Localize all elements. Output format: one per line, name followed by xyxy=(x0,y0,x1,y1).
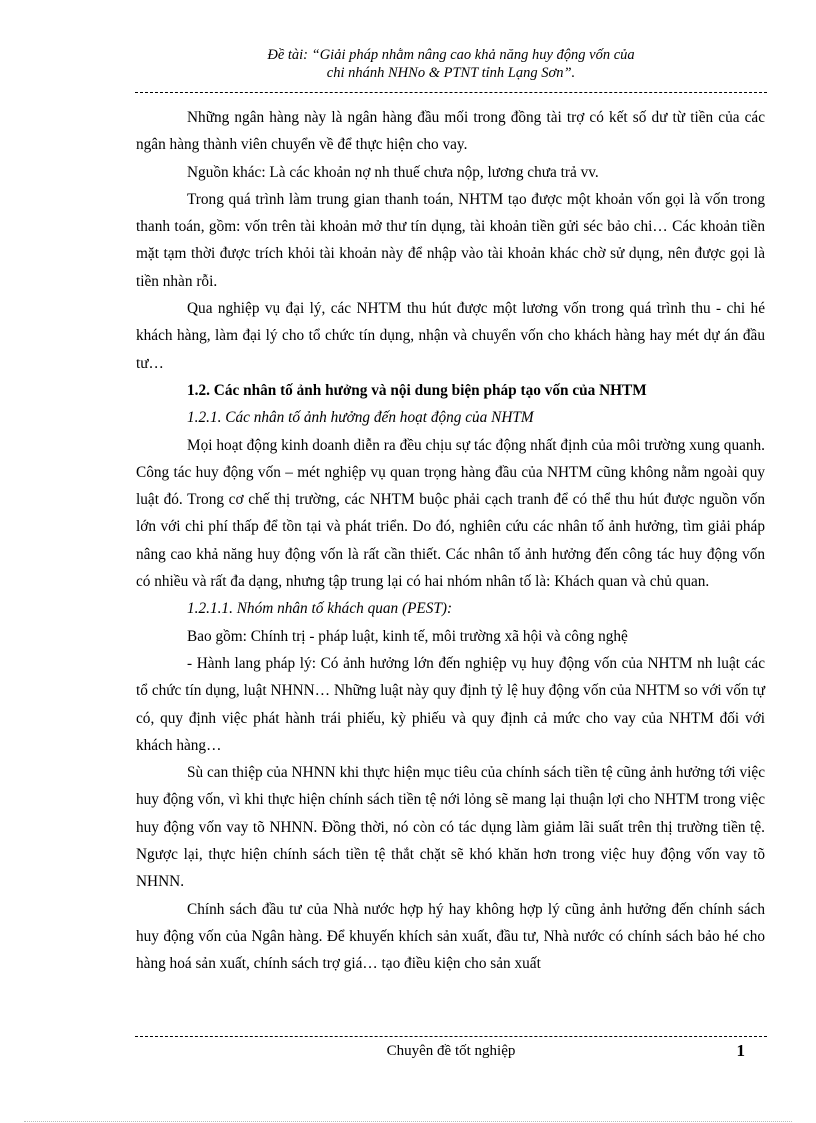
header-line-1: Đề tài: “Giải pháp nhằm nâng cao khả năng huy động vốn của xyxy=(267,47,635,63)
page-header xyxy=(135,46,767,82)
paragraph: Qua nghiệp vụ đại lý, các NHTM thu hút được một lương vốn trong quá trình thu - chi hé khách hàng, làm đại lý cho tổ chức tín dụng, nhận và chuyển vốn cho khách hàng hay mét dự án đầu tư… xyxy=(136,300,765,372)
subsubsection-heading: 1.2.1.1. Nhóm nhân tố khách quan (PEST): xyxy=(187,600,453,618)
paragraph: Nguồn khác: Là các khoản nợ nh thuế chưa nộp, lương chưa trả vv. xyxy=(187,163,599,181)
page-edge-dotted-line xyxy=(24,1121,792,1122)
footer-text: Chuyên đề tốt nghiệp xyxy=(386,1043,516,1059)
paragraph: Trong quá trình làm trung gian thanh toán, NHTM tạo được một khoản vốn gọi là vốn trong thanh toán, gồm: vốn trên tài khoản mở thư tín dụng, tài khoản tiền gửi séc bảo chi… Các khoản tiền mặt tạm thời được trích khỏi tài khoản này để nhập vào tài khoản khác chờ sử dụng, nên được gọi là tiền nhàn rỗi. xyxy=(136,190,765,290)
paragraph: Chính sách đầu tư của Nhà nước hợp hý hay không hợp lý cũng ảnh hưởng đến chính sách huy động vốn của Ngân hàng. Để khuyến khích sản xuất, đầu tư, Nhà nước có chính sách bảo hé cho hàng hoá sản xuất, chính sách trợ giá… tạo điều kiện cho sản xuất xyxy=(136,900,765,973)
footer-divider xyxy=(135,1036,767,1037)
paragraph: Những ngân hàng này là ngân hàng đầu mối trong đồng tài trợ có kết số dư từ tiền của các ngân hàng thành viên chuyển về để thực hiện cho vay. xyxy=(136,109,765,154)
document-body xyxy=(136,104,765,978)
paragraph: Sù can thiệp của NHNN khi thực hiện mục tiêu của chính sách tiền tệ cũng ảnh hưởng tới việc huy động vốn, vì khi thực hiện chính sách tiền tệ nới lỏng sẽ mang lại thuận lợi cho NHTM trong việc huy động vốn vay tõ NHNN. Đồng thời, nó còn có tác dụng làm giảm lãi suất trên thị trường tiền tệ. Ngược lại, thực hiện chính sách tiền tệ thắt chặt sẽ khó khăn hơn trong việc huy động vốn vay tõ NHNN. xyxy=(136,764,765,891)
page-number: 1 xyxy=(736,1041,745,1060)
header-divider xyxy=(135,92,767,93)
paragraph: Bao gồm: Chính trị - pháp luật, kinh tế, môi trường xã hội và công nghệ xyxy=(187,627,628,645)
paragraph: - Hành lang pháp lý: Có ảnh hưởng lớn đến nghiệp vụ huy động vốn của NHTM nh luật các tổ chức tín dụng, luật NHNN… Những luật này quy định tỷ lệ huy động vốn của NHTM so với vốn tự có, quy định việc phát hành trái phiếu, kỳ phiếu và quy định cả mức cho vay của NHTM đối với khách hàng… xyxy=(136,654,765,754)
header-line-2: chi nhánh NHNo & PTNT tỉnh Lạng Sơn”. xyxy=(326,65,576,81)
section-heading: 1.2. Các nhân tố ảnh hưởng và nội dung biện pháp tạo vốn của NHTM xyxy=(187,381,647,399)
subsection-heading: 1.2.1. Các nhân tố ảnh hưởng đến hoạt động của NHTM xyxy=(187,409,534,427)
paragraph: Mọi hoạt động kinh doanh diễn ra đều chịu sự tác động nhất định của môi trường xung quanh. Công tác huy động vốn – mét nghiệp vụ quan trọng hàng đầu của NHTM cũng không nằm ngoài quy luật đó. Trong cơ chế thị trường, các NHTM buộc phải cạch tranh để có thể thu hút được nguồn vốn lớn với chi phí thấp để tồn tại và phát triển. Do đó, nghiên cứu các nhân tố ảnh hưởng, tìm giải pháp nâng cao khả năng huy động vốn là rất cần thiết. Các nhân tố ảnh hưởng đến công tác huy động vốn có nhiều và rất đa dạng, nhưng tập trung lại có hai nhóm nhân tố là: Khách quan và chủ quan. xyxy=(136,436,765,591)
page-footer xyxy=(135,1041,767,1065)
